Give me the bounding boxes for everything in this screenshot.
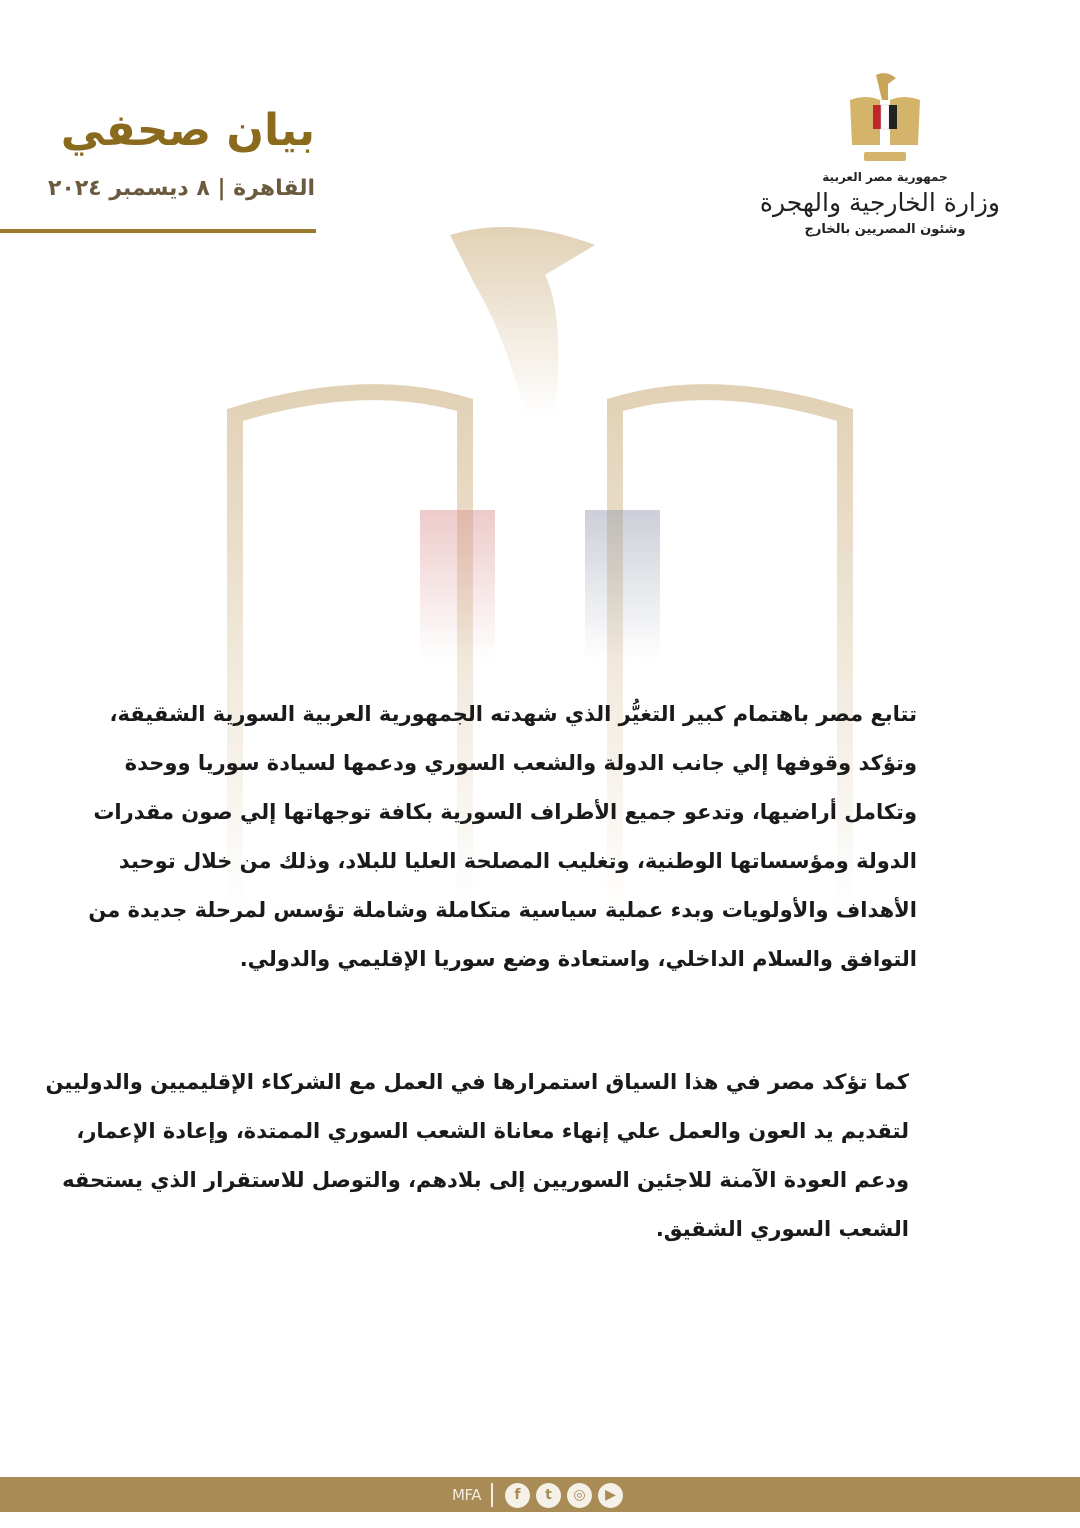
eagle-emblem-icon — [846, 70, 924, 170]
ministry-logo — [759, 70, 1000, 255]
facebook-icon[interactable]: f — [505, 1483, 530, 1508]
text-line: وتكامل أراضيها، وتدعو جميع الأطراف السورية بكافة توجهاتها إلي صون مقدرات — [93, 800, 917, 824]
paragraph-1 — [88, 690, 917, 984]
text-line: الدولة ومؤسساتها الوطنية، وتغليب المصلحة العليا للبلاد، وذلك من خلال توحيد — [118, 849, 917, 873]
logo-line-ministry: وزارة الخارجية والهجرة — [759, 188, 1000, 217]
text-line: الشعب السوري الشقيق. — [655, 1217, 909, 1241]
text-line: الأهداف والأولويات وبدء عملية سياسية متكاملة وشاملة تؤسس لمرحلة جديدة من — [88, 898, 917, 922]
text-line: كما تؤكد مصر في هذا السياق استمرارها في العمل مع الشركاء الإقليميين والدوليين — [45, 1070, 909, 1094]
page-title: بيان صحفي — [60, 105, 315, 156]
twitter-icon[interactable]: t — [536, 1483, 561, 1508]
footer-label: MFA — [452, 1486, 481, 1504]
paragraph-2 — [45, 1058, 909, 1254]
footer-separator — [491, 1483, 493, 1507]
logo-line-expats: وشئون المصريين بالخارج — [804, 222, 966, 237]
logo-line-republic: جمهورية مصر العربية — [822, 170, 948, 184]
text-line: وتؤكد وقوفها إلي جانب الدولة والشعب السوري ودعمها لسيادة سوريا ووحدة — [124, 751, 917, 775]
youtube-icon[interactable]: ▶ — [598, 1483, 623, 1508]
text-line: لتقديم يد العون والعمل علي إنهاء معاناة الشعب السوري الممتدة، وإعادة الإعمار، — [76, 1119, 909, 1143]
instagram-icon[interactable]: ◎ — [567, 1483, 592, 1508]
text-line: تتابع مصر باهتمام كبير التغيُّر الذي شهدته الجمهورية العربية السورية الشقيقة، — [109, 702, 917, 726]
header-divider — [0, 229, 316, 233]
text-line: التوافق والسلام الداخلي، واستعادة وضع سوريا الإقليمي والدولي. — [239, 947, 917, 971]
dateline: القاهرة | ٨ ديسمبر ٢٠٢٤ — [47, 176, 315, 201]
footer-bar — [0, 1477, 1080, 1512]
text-line: ودعم العودة الآمنة للاجئين السوريين إلى بلادهم، والتوصل للاستقرار الذي يستحقه — [62, 1168, 909, 1192]
